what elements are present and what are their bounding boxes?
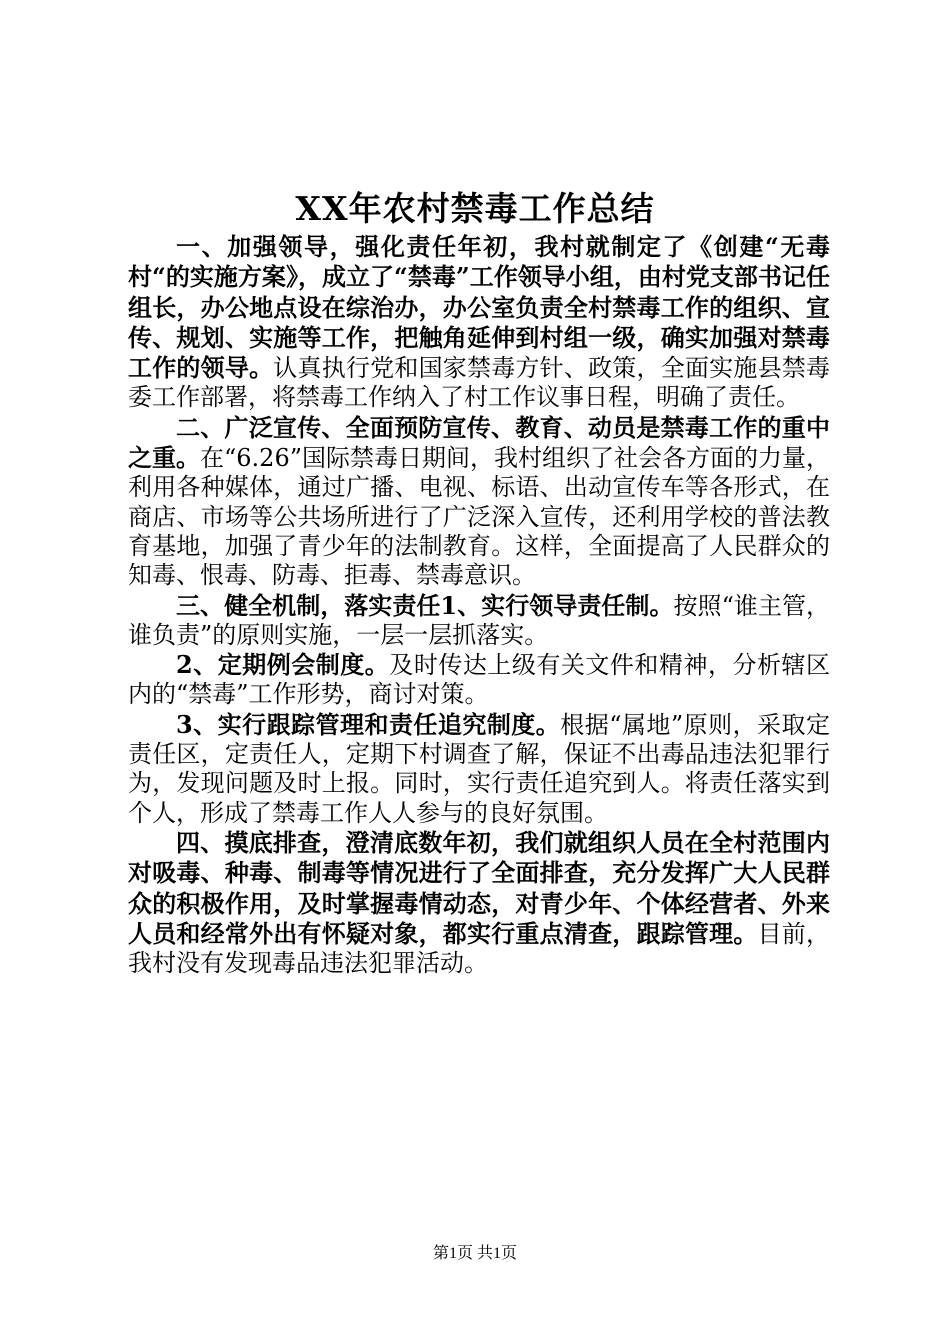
paragraph-4-normal: 及时传达上级有关文件和精神，分析辖区内的“禁毒”工作形势，商讨对策。: [128, 651, 831, 709]
paragraph-2-normal: 在“6.26”国际禁毒日期间，我村组织了社会各方面的力量，利用各种媒体，通过广播、电视、标语、出动宣传车等各形式，在商店、市场等公共场所进行了广泛深入宣传，还利用学校的普法教育基地，加强了青少年的法制教育。这样，全面提高了人民群众的知毒、恨毒、防毒、拒毒、禁毒意识。: [128, 444, 831, 590]
paragraph-5-bold: 3、实行跟踪管理和责任追究制度。: [176, 709, 561, 739]
paragraph-3-normal: 按照“谁主管，谁负责”的原则实施，一层一层抓落实。: [128, 591, 830, 649]
paragraph-2-bold: 二、广泛宣传、全面预防宣传、教育、动员是禁毒工作的重中之重。: [128, 412, 830, 473]
document-title: XX年农村禁毒工作总结: [295, 189, 655, 228]
paragraph-5: [128, 710, 830, 828]
paragraph-4: [128, 650, 830, 710]
paragraph-3-bold: 三、健全机制，落实责任1、实行领导责任制。: [176, 590, 674, 620]
paragraph-1-normal: 认真执行党和国家禁毒方针、政策，全面实施县禁毒委工作部署，将禁毒工作纳入了村工作议事日程，明确了责任。: [128, 354, 831, 412]
paragraph-6-normal: 目前，我村没有发现毒品违法犯罪活动。: [128, 919, 831, 978]
paragraph-6-bold: 四、摸底排查，澄清底数年初，我们就组织人员在全村范围内对吸毒、种毒、制毒等情况进行了全面排查，充分发挥广大人民群众的积极作用，及时掌握毒情动态，对青少年、个体经营者、外来人员和经常外出有怀疑对象，都实行重点清查，跟踪管理。: [128, 827, 830, 948]
paragraph-5-normal: 根据“属地”原则，采取定责任区，定责任人，定期下村调查了解，保证不出毒品违法犯罪行为，发现问题及时上报。同时，实行责任追究到人。将责任落实到个人，形成了禁毒工作人人参与的良好氛围。: [128, 710, 830, 827]
paragraph-3: [128, 591, 830, 651]
document-body: [128, 232, 830, 978]
paragraph-1: [128, 232, 830, 413]
paragraph-1-bold: 一、加强领导，强化责任年初，我村就制定了《创建“无毒村“的实施方案》，成立了“禁毒”工作领导小组，由村党支部书记任组长，办公地点设在综治办，办公室负责全村禁毒工作的组织、宣传、规划、实施等工作，把触角延伸到村组一级，确实加强对禁毒工作的领导。: [128, 232, 830, 383]
paragraph-2: [128, 413, 830, 591]
paragraph-4-bold: 2、定期例会制度。: [176, 650, 390, 680]
page-number-footer: 第1页 共1页: [432, 1245, 517, 1262]
paragraph-6: [128, 828, 830, 978]
